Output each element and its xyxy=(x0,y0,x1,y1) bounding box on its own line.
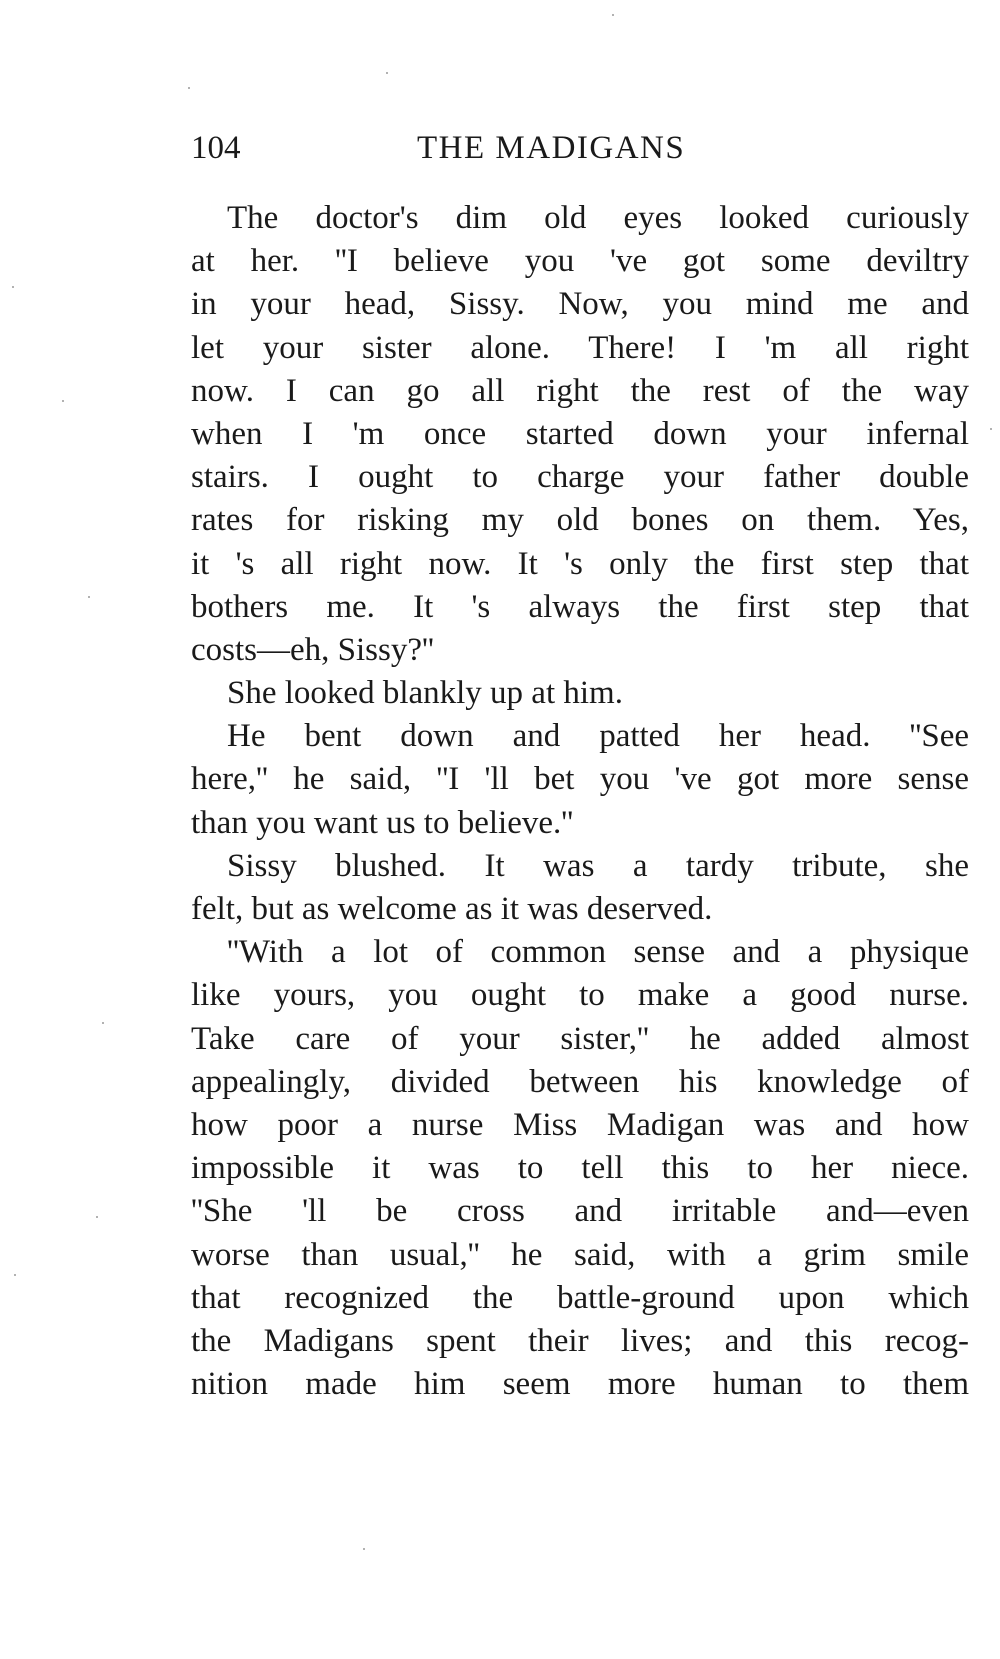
text-line: worse than usual,'' he said, with a grim smile xyxy=(191,1236,969,1273)
text-line: when I 'm once started down your infernal xyxy=(191,415,969,452)
paper-speck xyxy=(612,14,614,16)
text-line: She looked blankly up at him. xyxy=(227,675,623,712)
text-line: it 's all right now. It 's only the first step that xyxy=(191,545,969,582)
text-line: how poor a nurse Miss Madigan was and how xyxy=(191,1106,969,1143)
text-line: Take care of your sister,'' he added almost xyxy=(191,1020,969,1057)
text-line: than you want us to believe.'' xyxy=(191,804,574,841)
paper-speck xyxy=(62,400,64,402)
running-title: THE MADIGANS xyxy=(417,130,686,166)
text-line: here,'' he said, ''I 'll bet you 've got more sense xyxy=(191,761,969,798)
text-line: at her. ''I believe you 've got some deviltry xyxy=(191,243,969,280)
text-line: in your head, Sissy. Now, you mind me and xyxy=(191,286,969,323)
page-number: 104 xyxy=(191,130,241,166)
body-text xyxy=(191,197,969,1406)
text-line: The doctor's dim old eyes looked curiously xyxy=(227,200,969,236)
paper-speck xyxy=(12,286,14,288)
text-line: ''She 'll be cross and irritable and—even xyxy=(191,1193,969,1230)
paper-speck xyxy=(14,1274,16,1276)
paper-speck xyxy=(96,1216,98,1218)
paper-speck xyxy=(990,428,992,430)
running-head xyxy=(191,126,969,170)
text-line: rates for risking my old bones on them. Yes, xyxy=(191,502,969,539)
paper-speck xyxy=(363,1548,365,1550)
paper-speck xyxy=(386,72,388,74)
text-line: stairs. I ought to charge your father double xyxy=(191,459,969,496)
text-line: costs—eh, Sissy?'' xyxy=(191,631,434,668)
text-line: impossible it was to tell this to her niece. xyxy=(191,1150,969,1187)
text-line: bothers me. It 's always the first step that xyxy=(191,588,969,625)
paper-speck xyxy=(102,1022,104,1024)
paper-speck xyxy=(88,596,90,598)
text-line: now. I can go all right the rest of the way xyxy=(191,372,969,409)
text-line: He bent down and patted her head. ''See xyxy=(227,718,969,755)
paper-speck xyxy=(188,87,190,89)
text-line: Sissy blushed. It was a tardy tribute, she xyxy=(227,847,969,884)
text-line: the Madigans spent their lives; and this recog- xyxy=(191,1322,969,1359)
text-line: ''With a lot of common sense and a physique xyxy=(227,934,969,971)
text-line: appealingly, divided between his knowledge of xyxy=(191,1063,969,1100)
text-line: let your sister alone. There! I 'm all right xyxy=(191,329,969,366)
text-line: nition made him seem more human to them xyxy=(191,1366,969,1403)
text-line: that recognized the battle-ground upon which xyxy=(191,1279,969,1316)
text-line: like yours, you ought to make a good nurse. xyxy=(191,977,969,1014)
text-line: felt, but as welcome as it was deserved. xyxy=(191,891,713,927)
